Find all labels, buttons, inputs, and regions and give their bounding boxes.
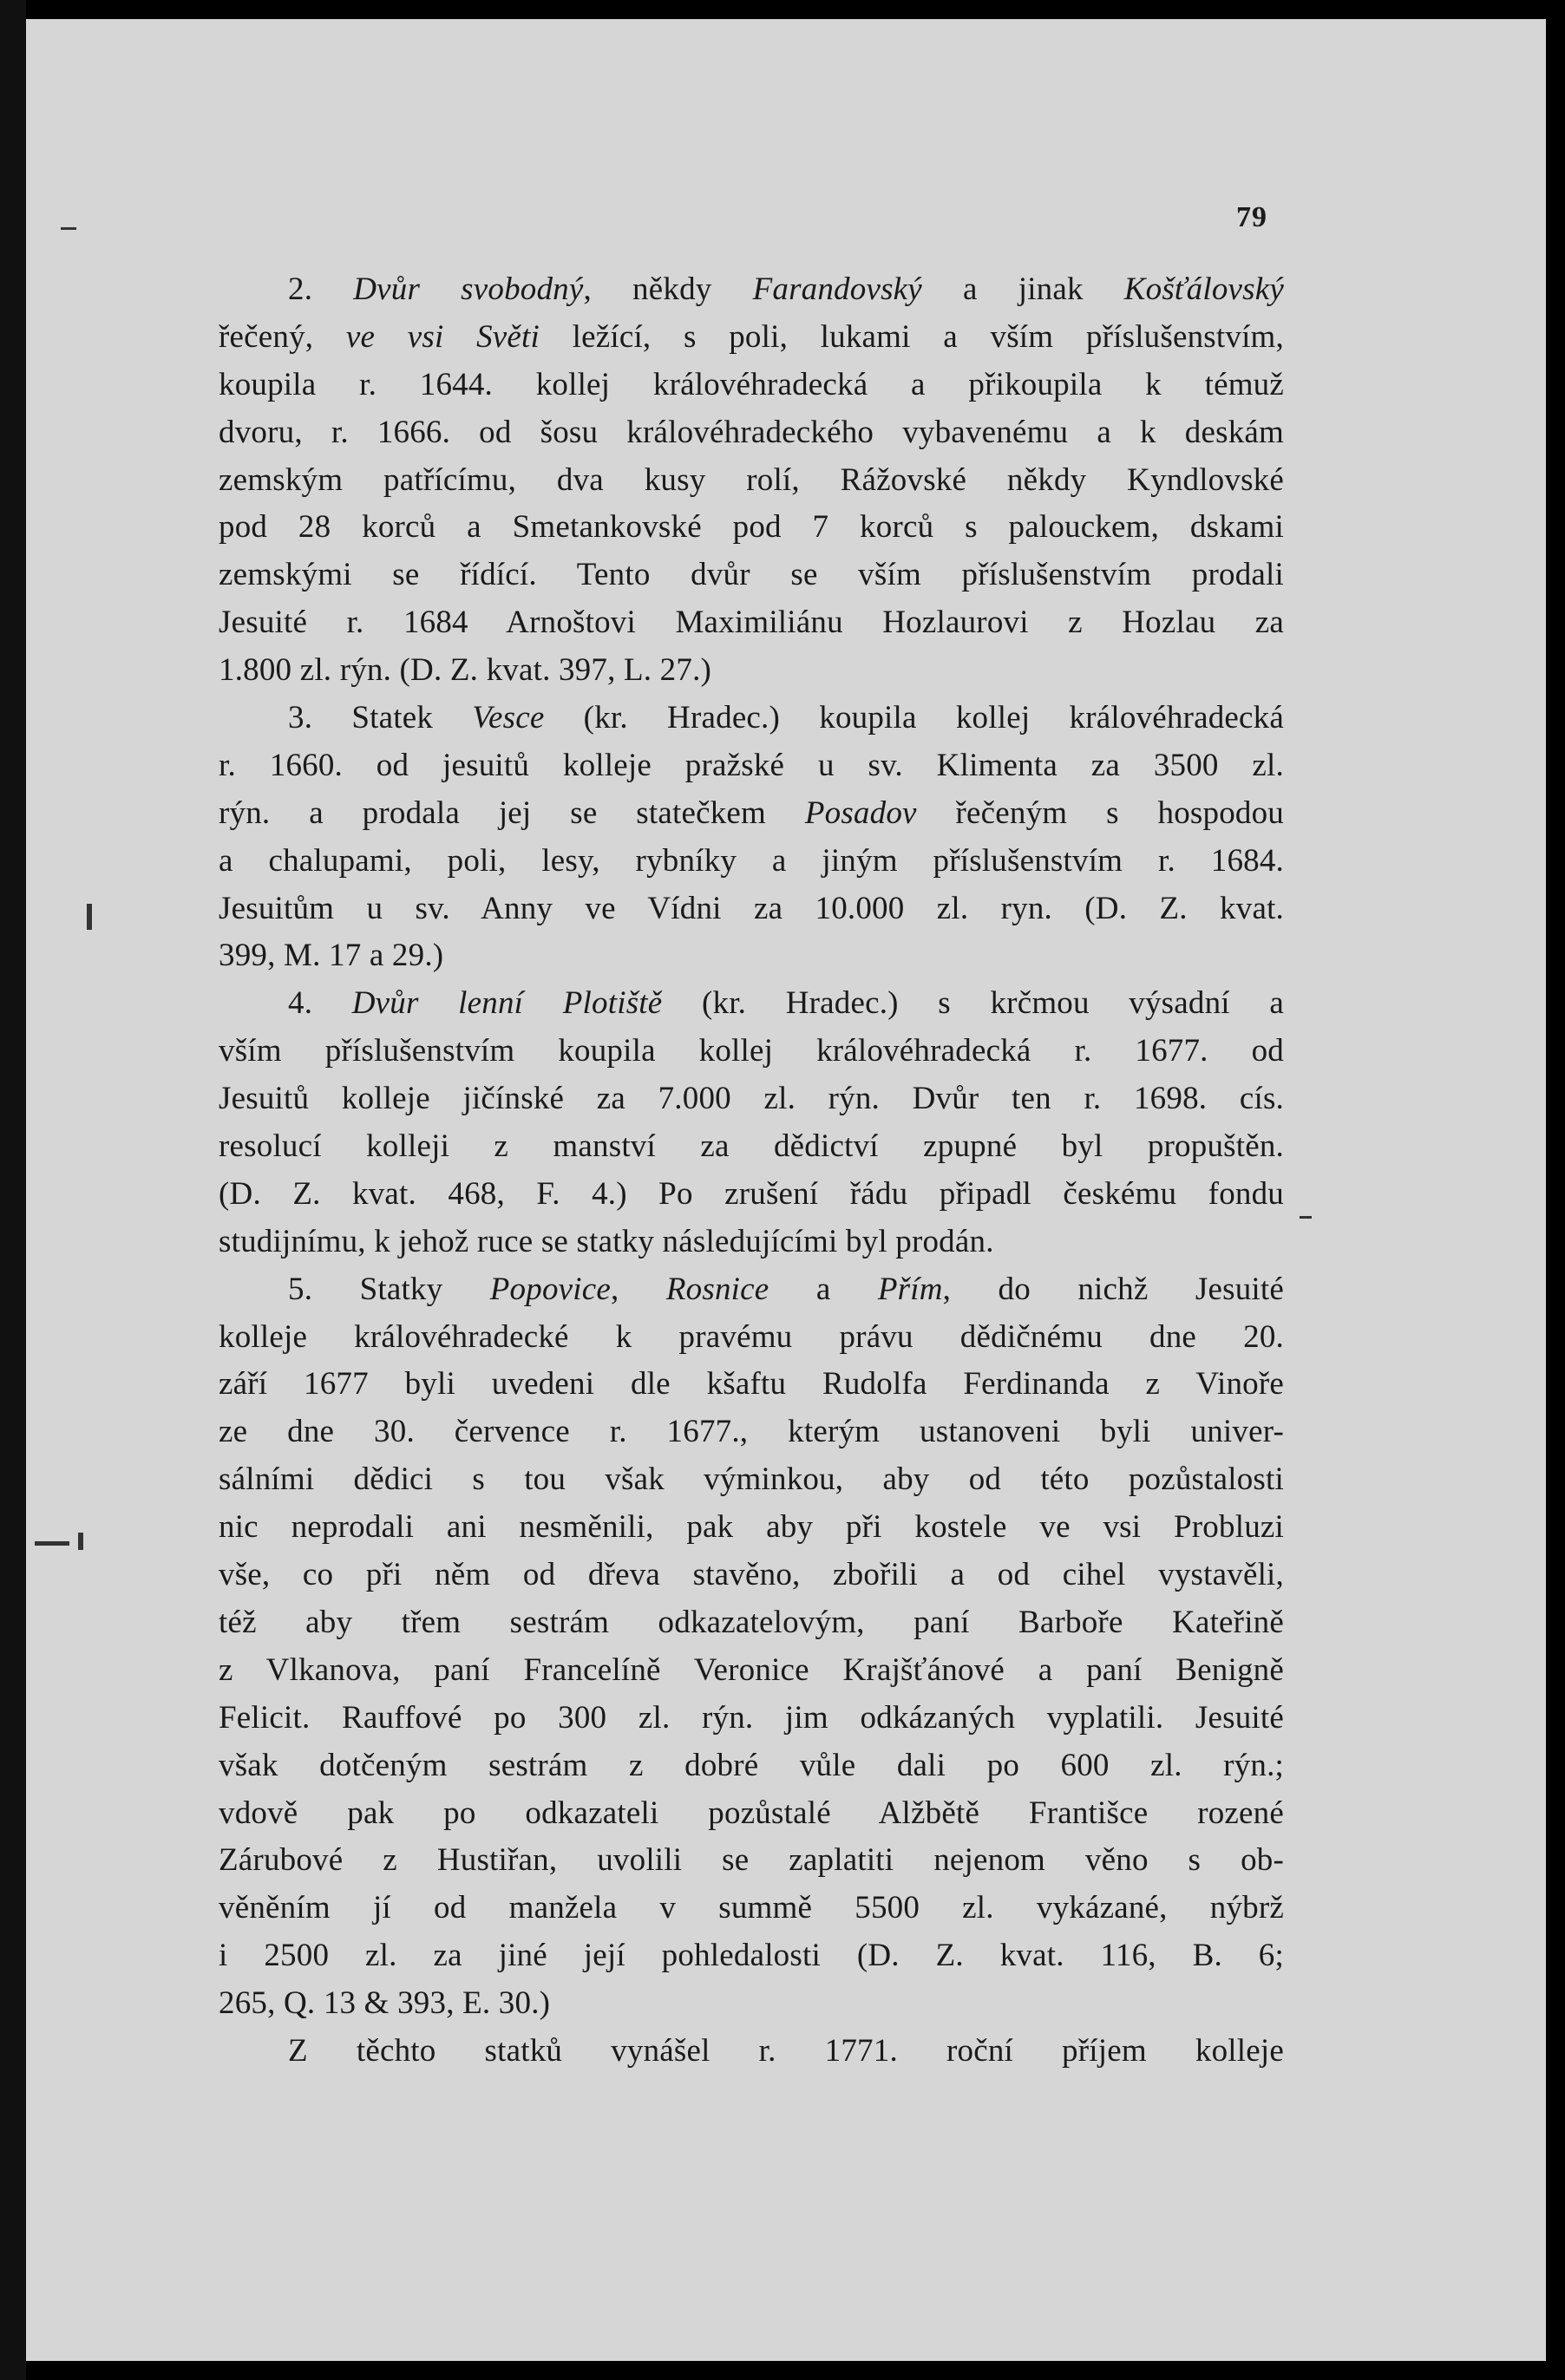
text-line <box>219 2028 1284 2076</box>
text-run: Jesuité r. 1684 Arnoštovi Maximiliánu Hozlaurovi z Hozlau za <box>219 605 1284 641</box>
text-run: věněním jí od manžela v summě 5500 zl. vykázané, nýbrž <box>219 1890 1284 1926</box>
text-run: pod 28 korců a Smetankovské pod 7 korců s palouckem, dskami <box>219 509 1284 546</box>
text-run: a jinak <box>921 271 1124 307</box>
text-line <box>219 1742 1284 1790</box>
italic-text: Košťálovský <box>1123 271 1284 307</box>
text-run: koupila r. 1644. kollej královéhradecká a přikoupila k témuž <box>219 366 1284 402</box>
text-run: vdově pak po odkazateli pozůstalé Alžbětě Františce rozené <box>219 1795 1284 1831</box>
text-run: Felicit. Rauffové po 300 zl. rýn. jim odkázaných vyplatili. Jesuité <box>219 1699 1284 1736</box>
text-run: , někdy <box>583 271 753 307</box>
text-line <box>219 362 1284 409</box>
book-page <box>26 19 1546 2361</box>
text-run: 399, M. 17 a 29.) <box>219 938 444 974</box>
text-run: řečený, <box>219 318 346 355</box>
text-run: Jesuitům u sv. Anny ve Vídni za 10.000 zl. ryn. (D. Z. kvat. <box>219 890 1284 926</box>
scan-mark <box>87 904 92 930</box>
text-line <box>219 1552 1284 1599</box>
text-line <box>219 1361 1284 1409</box>
text-run: však dotčeným sestrám z dobré vůle dali po 600 zl. rýn.; <box>219 1747 1284 1783</box>
text-line <box>219 1504 1284 1552</box>
text-run: 1.800 zl. rýn. (D. Z. kvat. 397, L. 27.) <box>219 652 712 689</box>
text-line <box>219 1314 1284 1362</box>
scan-mark <box>61 227 76 230</box>
text-line <box>219 599 1284 647</box>
body-text <box>219 266 1284 2076</box>
text-run: , <box>611 1271 666 1307</box>
text-run: dvoru, r. 1666. od šosu královéhradeckého vybavenému a k deskám <box>219 414 1284 450</box>
text-run: , do nichž Jesuité <box>942 1271 1284 1307</box>
text-run: 3. Statek <box>288 700 473 736</box>
text-line <box>219 409 1284 457</box>
italic-text: Rosnice <box>665 1271 769 1307</box>
text-line <box>219 1647 1284 1695</box>
text-line <box>219 1123 1284 1171</box>
text-line <box>219 266 1284 314</box>
scan-binding-edge <box>0 0 26 2380</box>
italic-text: Dvůr svobodný <box>353 271 584 307</box>
text-line <box>219 886 1284 933</box>
text-line <box>219 695 1284 742</box>
text-line <box>219 1695 1284 1742</box>
text-run: a chalupami, poli, lesy, rybníky a jiným příslušenstvím r. 1684. <box>219 842 1284 879</box>
text-run: r. 1660. od jesuitů kolleje pražské u sv. Klimenta za 3500 zl. <box>219 747 1284 783</box>
text-line <box>219 932 1284 980</box>
text-run: z Vlkanova, paní Francelíně Veronice Krajšťánové a paní Benigně <box>219 1651 1284 1688</box>
scan-mark <box>1300 1216 1312 1219</box>
text-line <box>219 504 1284 552</box>
text-line <box>219 838 1284 886</box>
text-line <box>219 1028 1284 1076</box>
text-run: 2. <box>288 271 354 307</box>
text-line <box>219 790 1284 838</box>
text-line <box>219 1885 1284 1932</box>
text-run: a <box>769 1271 878 1307</box>
text-line <box>219 647 1284 695</box>
scan-mark <box>35 1541 69 1546</box>
text-run: ležící, s poli, lukami a vším příslušenstvím, <box>539 318 1284 355</box>
text-run: studijnímu, k jehož ruce se statky následujícími byl prodán. <box>219 1223 994 1259</box>
text-run: sálními dědici s tou však výminkou, aby od této pozůstalosti <box>219 1461 1284 1498</box>
text-line <box>219 1837 1284 1885</box>
text-run: i 2500 zl. za jiné její pohledalosti (D. Z. kvat. 116, B. 6; <box>219 1938 1284 1974</box>
italic-text: Posadov <box>804 794 917 831</box>
text-run: (kr. Hradec.) koupila kollej královéhradecká <box>544 700 1284 736</box>
text-line <box>219 1409 1284 1456</box>
text-line <box>219 1171 1284 1219</box>
text-run: rýn. a prodala jej se statečkem <box>219 794 805 831</box>
text-run: nic neprodali ani nesměnili, pak aby při kostele ve vsi Probluzi <box>219 1509 1284 1546</box>
text-run: vším příslušenstvím koupila kollej královéhradecká r. 1677. od <box>219 1033 1284 1069</box>
text-run: Z těchto statků vynášel r. 1771. roční příjem kolleje <box>288 2032 1284 2069</box>
italic-text: Přím <box>877 1271 943 1307</box>
text-run: Jesuitů kolleje jičínské za 7.000 zl. rýn. Dvůr ten r. 1698. cís. <box>219 1081 1284 1117</box>
italic-text: ve vsi Světi <box>345 318 540 355</box>
text-run: 5. Statky <box>288 1271 490 1307</box>
text-run: 265, Q. 13 & 393, E. 30.) <box>219 1985 551 2022</box>
page-number: 79 <box>1236 201 1267 233</box>
scan-mark <box>78 1533 83 1550</box>
italic-text: Farandovský <box>752 271 922 307</box>
italic-text: Popovice <box>489 1271 611 1307</box>
text-run: Zárubové z Hustiřan, uvolili se zaplatiti nejenom věno s ob- <box>219 1842 1284 1879</box>
text-run: (kr. Hradec.) s krčmou výsadní a <box>662 985 1284 1022</box>
italic-text: Dvůr lenní Plotiště <box>351 985 663 1022</box>
text-line <box>219 1266 1284 1314</box>
text-run: zemskými se řídící. Tento dvůr se vším příslušenstvím prodali <box>219 557 1284 593</box>
text-line <box>219 1932 1284 1980</box>
text-run: resolucí kolleji z manství za dědictví zpupné byl propuštěn. <box>219 1128 1284 1165</box>
text-run: kolleje královéhradecké k pravému právu dědičnému dne 20. <box>219 1318 1284 1355</box>
text-line <box>219 1790 1284 1838</box>
text-line <box>219 1076 1284 1123</box>
italic-text: Vesce <box>472 700 545 736</box>
text-run: též aby třem sestrám odkazatelovým, paní Barboře Kateřině <box>219 1604 1284 1640</box>
text-run: (D. Z. kvat. 468, F. 4.) Po zrušení řádu připadl českému fondu <box>219 1175 1284 1212</box>
text-run: vše, co při něm od dřeva stavěno, zbořili a od cihel vystavěli, <box>219 1557 1284 1593</box>
text-line <box>219 980 1284 1028</box>
text-line <box>219 742 1284 790</box>
text-run: řečeným s hospodou <box>916 794 1284 831</box>
text-line <box>219 314 1284 362</box>
text-run: září 1677 byli uvedeni dle kšaftu Rudolfa Ferdinanda z Vinoře <box>219 1366 1284 1402</box>
text-line <box>219 1219 1284 1266</box>
text-line <box>219 1980 1284 2028</box>
text-line <box>219 1599 1284 1647</box>
text-line <box>219 552 1284 599</box>
text-run: zemským patřícímu, dva kusy rolí, Rážovské někdy Kyndlovské <box>219 461 1284 498</box>
text-line <box>219 1456 1284 1504</box>
text-line <box>219 457 1284 505</box>
text-run: 4. <box>288 985 352 1022</box>
text-run: ze dne 30. července r. 1677., kterým ustanoveni byli univer- <box>219 1414 1284 1450</box>
